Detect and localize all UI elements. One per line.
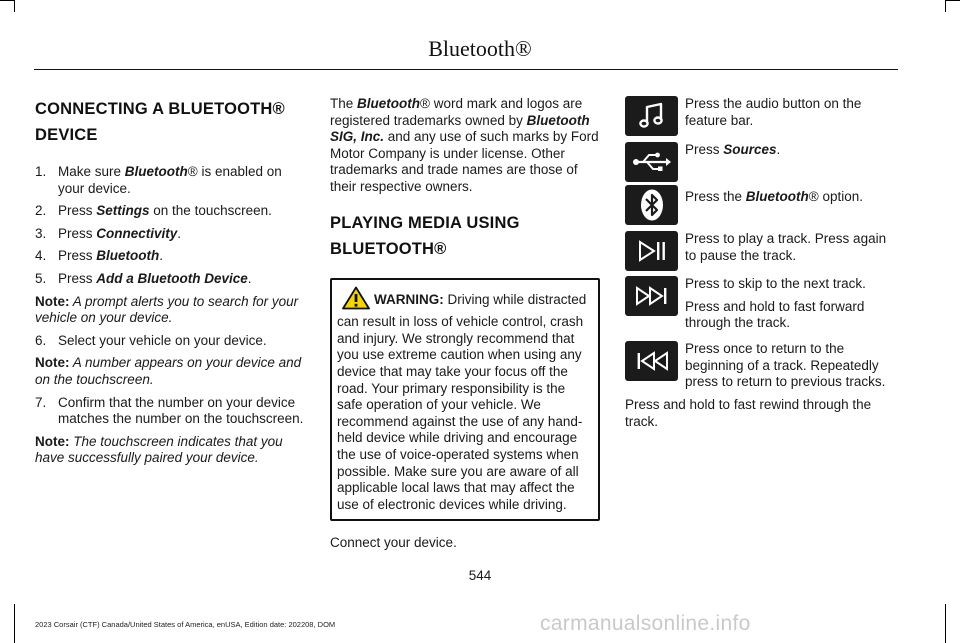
skip-back-icon [625, 341, 678, 381]
connect-device-text: Connect your device. [330, 535, 457, 551]
step-text: Make sure [58, 164, 125, 179]
control-text: . [776, 142, 781, 157]
control-description [685, 189, 897, 206]
control-row-skip-back [625, 341, 897, 395]
step-text: Confirm that the number on your device matches the number on the touchscreen. [58, 394, 304, 427]
trademark-text: and any use of such marks by Ford Motor Company is under license. Other trademarks and trade names are those of their respective owners. [330, 129, 599, 194]
step-item [35, 333, 307, 350]
control-row-bluetooth [625, 185, 897, 231]
step-number: 3. [35, 225, 47, 241]
page-header-title: Bluetooth® [428, 36, 532, 61]
crop-mark [946, 0, 960, 1]
crop-mark [14, 0, 15, 12]
step-item [35, 164, 307, 197]
control-row-audio [625, 96, 897, 142]
heading-line: PLAYING MEDIA USING [330, 213, 520, 232]
warning-triangle-icon [342, 286, 370, 315]
step-text: ® is enabled on your device. [58, 164, 282, 196]
step-number: 1. [35, 164, 47, 179]
trademark-emphasis: Bluetooth [357, 96, 421, 111]
header-divider [34, 69, 898, 70]
control-description: Press and hold to fast forward through the track. [685, 298, 865, 331]
step-number: 7. [35, 394, 47, 410]
control-emphasis: Sources [723, 142, 777, 157]
bluetooth-icon [625, 185, 678, 225]
crop-mark [945, 604, 946, 643]
step-item [35, 395, 307, 428]
trademark-text: ® word mark and logos are registered trademarks owned by [330, 96, 583, 128]
control-row-skip-forward [625, 276, 897, 341]
crop-mark [945, 0, 946, 12]
step-text: Press [58, 248, 97, 264]
crop-mark [14, 604, 15, 643]
page-number: 544 [468, 568, 492, 583]
note-text: A number appears on your device and on the touchscreen. [35, 355, 302, 387]
note-1 [35, 294, 307, 327]
step-number: 6. [35, 332, 47, 348]
play-pause-icon [625, 231, 678, 271]
step-number: 2. [35, 203, 47, 219]
step-emphasis: Settings [96, 203, 150, 219]
control-row-sources [625, 142, 897, 185]
trademark-paragraph [330, 96, 600, 196]
steps-list-2 [35, 333, 307, 350]
control-text: ® option. [808, 189, 864, 204]
edition-info: 2023 Corsair (CTF) Canada/United States of America, enUSA, Edition date: 202208, DOM [35, 620, 336, 629]
warning-label: WARNING: [374, 291, 444, 307]
step-emphasis: Connectivity [96, 225, 178, 241]
trademark-text: The [330, 96, 358, 111]
step-text: Press [58, 270, 97, 286]
step-emphasis: Bluetooth [96, 248, 160, 264]
heading-line: CONNECTING A BLUETOOTH® [35, 100, 285, 118]
steps-list-1 [35, 164, 307, 288]
connecting-heading [35, 96, 307, 148]
warning-text: Driving while distracted can result in loss of vehicle control, crash and injury. We strongly recommend that you use extreme caution when using any device that may take your focus off the road. Your primary responsibility is the safe operation of your vehicle. We recommend against the use of any hand-held device while driving and encourage the use of voice-operated systems when possible. Make sure you are aware of all applicable local laws that may affect the use of electronic devices while driving. [337, 291, 587, 512]
rewind-description: Press and hold to fast rewind through the track. [625, 397, 872, 429]
watermark-site: carmanualsonline.info [540, 612, 751, 635]
step-text: . [159, 248, 164, 264]
connecting-section [35, 96, 307, 473]
note-label: Note: [35, 355, 70, 371]
step-number: 4. [35, 248, 47, 264]
control-description: Press to skip to the next track. [685, 276, 866, 291]
playing-section [330, 96, 600, 558]
note-2 [35, 355, 307, 388]
step-text: Press [58, 225, 97, 241]
step-text: . [177, 225, 182, 241]
step-text: Select your vehicle on your device. [58, 332, 267, 348]
note-label: Note: [35, 433, 70, 449]
music-note-icon [625, 96, 678, 136]
step-emphasis: Add a Bluetooth Device [96, 270, 248, 286]
controls-section [625, 96, 897, 436]
step-item [35, 248, 307, 265]
steps-list-3 [35, 395, 307, 428]
heading-line: BLUETOOTH® [330, 239, 447, 258]
heading-line: DEVICE [35, 126, 98, 144]
skip-forward-icon [625, 276, 678, 316]
control-description [685, 142, 897, 159]
step-item [35, 203, 307, 220]
note-text: The touchscreen indicates that you have successfully paired your device. [35, 433, 283, 466]
note-label: Note: [35, 293, 70, 309]
step-item [35, 226, 307, 243]
control-text: Press [685, 142, 724, 157]
step-text: on the touchscreen. [149, 203, 272, 219]
usb-icon [625, 142, 678, 182]
note-text: A prompt alerts you to search for your vehicle on your device. [35, 293, 299, 326]
control-text: Press the [685, 189, 746, 204]
note-3 [35, 434, 307, 467]
control-description: Press the audio button on the feature bar. [685, 96, 862, 128]
control-description: Press to play a track. Press again to pause the track. [685, 231, 887, 263]
step-item [35, 271, 307, 288]
step-text: . [247, 270, 252, 286]
step-number: 5. [35, 270, 47, 286]
control-emphasis: Bluetooth [745, 189, 809, 204]
warning-box [330, 278, 600, 522]
step-text: Press [58, 203, 97, 219]
trademark-emphasis: Bluetooth SIG, Inc. [330, 112, 590, 145]
playing-heading [330, 210, 600, 262]
step-emphasis: Bluetooth [124, 164, 188, 179]
crop-mark [0, 0, 14, 1]
control-row-play [625, 231, 897, 276]
control-description: Press once to return to the beginning of a track. Repeatedly press to return to previous tracks. [685, 341, 886, 390]
